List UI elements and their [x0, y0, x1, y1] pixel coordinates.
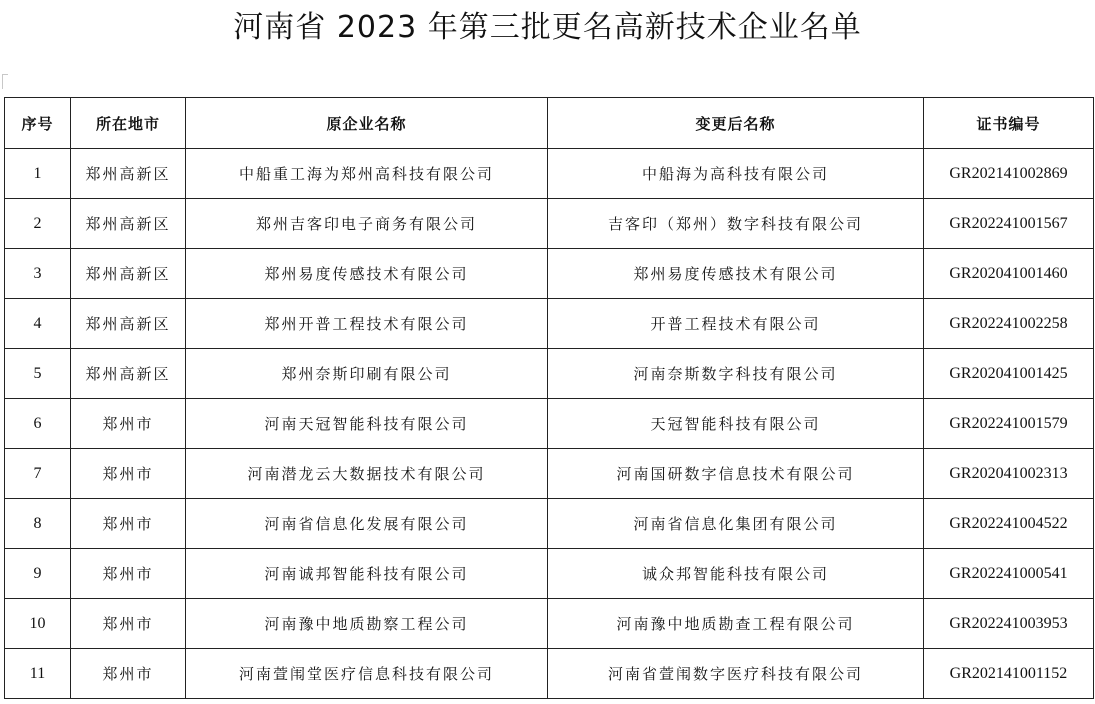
cell-city: 郑州市 — [71, 449, 186, 499]
cell-city: 郑州高新区 — [71, 199, 186, 249]
cell-city: 郑州市 — [71, 399, 186, 449]
table-row — [5, 499, 1094, 549]
company-rename-table — [4, 97, 1094, 699]
cell-old-name: 郑州易度传感技术有限公司 — [186, 249, 548, 299]
cell-city: 郑州高新区 — [71, 249, 186, 299]
table-row — [5, 549, 1094, 599]
cell-new-name: 河南豫中地质勘查工程有限公司 — [548, 599, 924, 649]
cell-new-name: 河南奈斯数字科技有限公司 — [548, 349, 924, 399]
cell-cert-no: GR202141001152 — [924, 649, 1094, 699]
cell-new-name: 郑州易度传感技术有限公司 — [548, 249, 924, 299]
cell-new-name: 河南省萱闱数字医疗科技有限公司 — [548, 649, 924, 699]
cell-new-name: 开普工程技术有限公司 — [548, 299, 924, 349]
cell-city: 郑州市 — [71, 499, 186, 549]
table-row — [5, 449, 1094, 499]
table-row — [5, 199, 1094, 249]
corner-crop-mark — [2, 74, 8, 89]
cell-cert-no: GR202241002258 — [924, 299, 1094, 349]
cell-cert-no: GR202241004522 — [924, 499, 1094, 549]
cell-cert-no: GR202041001460 — [924, 249, 1094, 299]
table-row — [5, 299, 1094, 349]
table-row — [5, 399, 1094, 449]
cell-serial: 4 — [5, 299, 71, 349]
cell-old-name: 河南天冠智能科技有限公司 — [186, 399, 548, 449]
cell-serial: 11 — [5, 649, 71, 699]
cell-serial: 3 — [5, 249, 71, 299]
cell-serial: 9 — [5, 549, 71, 599]
table-row — [5, 349, 1094, 399]
cell-city: 郑州高新区 — [71, 349, 186, 399]
cell-cert-no: GR202241001579 — [924, 399, 1094, 449]
cell-old-name: 河南诚邦智能科技有限公司 — [186, 549, 548, 599]
cell-old-name: 河南省信息化发展有限公司 — [186, 499, 548, 549]
document-title: 河南省 2023 年第三批更名高新技术企业名单 — [233, 10, 862, 45]
cell-serial: 10 — [5, 599, 71, 649]
cell-new-name: 河南省信息化集团有限公司 — [548, 499, 924, 549]
cell-city: 郑州市 — [71, 599, 186, 649]
cell-city: 郑州高新区 — [71, 299, 186, 349]
table-row — [5, 249, 1094, 299]
header-serial: 序号 — [5, 98, 71, 149]
cell-old-name: 郑州奈斯印刷有限公司 — [186, 349, 548, 399]
cell-city: 郑州高新区 — [71, 149, 186, 199]
cell-serial: 1 — [5, 149, 71, 199]
cell-new-name: 天冠智能科技有限公司 — [548, 399, 924, 449]
cell-old-name: 河南萱闱堂医疗信息科技有限公司 — [186, 649, 548, 699]
cell-new-name: 中船海为高科技有限公司 — [548, 149, 924, 199]
cell-old-name: 郑州开普工程技术有限公司 — [186, 299, 548, 349]
cell-serial: 2 — [5, 199, 71, 249]
cell-old-name: 河南潜龙云大数据技术有限公司 — [186, 449, 548, 499]
table-row — [5, 149, 1094, 199]
cell-old-name: 河南豫中地质勘察工程公司 — [186, 599, 548, 649]
cell-cert-no: GR202241001567 — [924, 199, 1094, 249]
table-row — [5, 599, 1094, 649]
cell-serial: 5 — [5, 349, 71, 399]
cell-city: 郑州市 — [71, 649, 186, 699]
cell-city: 郑州市 — [71, 549, 186, 599]
header-new-name: 变更后名称 — [548, 98, 924, 149]
cell-new-name: 诚众邦智能科技有限公司 — [548, 549, 924, 599]
cell-cert-no: GR202041001425 — [924, 349, 1094, 399]
cell-new-name: 吉客印（郑州）数字科技有限公司 — [548, 199, 924, 249]
header-cert-no: 证书编号 — [924, 98, 1094, 149]
cell-serial: 7 — [5, 449, 71, 499]
cell-cert-no: GR202241000541 — [924, 549, 1094, 599]
cell-new-name: 河南国研数字信息技术有限公司 — [548, 449, 924, 499]
cell-serial: 8 — [5, 499, 71, 549]
cell-cert-no: GR202041002313 — [924, 449, 1094, 499]
cell-cert-no: GR202241003953 — [924, 599, 1094, 649]
table-row — [5, 649, 1094, 699]
cell-old-name: 郑州吉客印电子商务有限公司 — [186, 199, 548, 249]
cell-cert-no: GR202141002869 — [924, 149, 1094, 199]
cell-old-name: 中船重工海为郑州高科技有限公司 — [186, 149, 548, 199]
header-city: 所在地市 — [71, 98, 186, 149]
cell-serial: 6 — [5, 399, 71, 449]
table-header-row — [5, 98, 1094, 149]
header-old-name: 原企业名称 — [186, 98, 548, 149]
